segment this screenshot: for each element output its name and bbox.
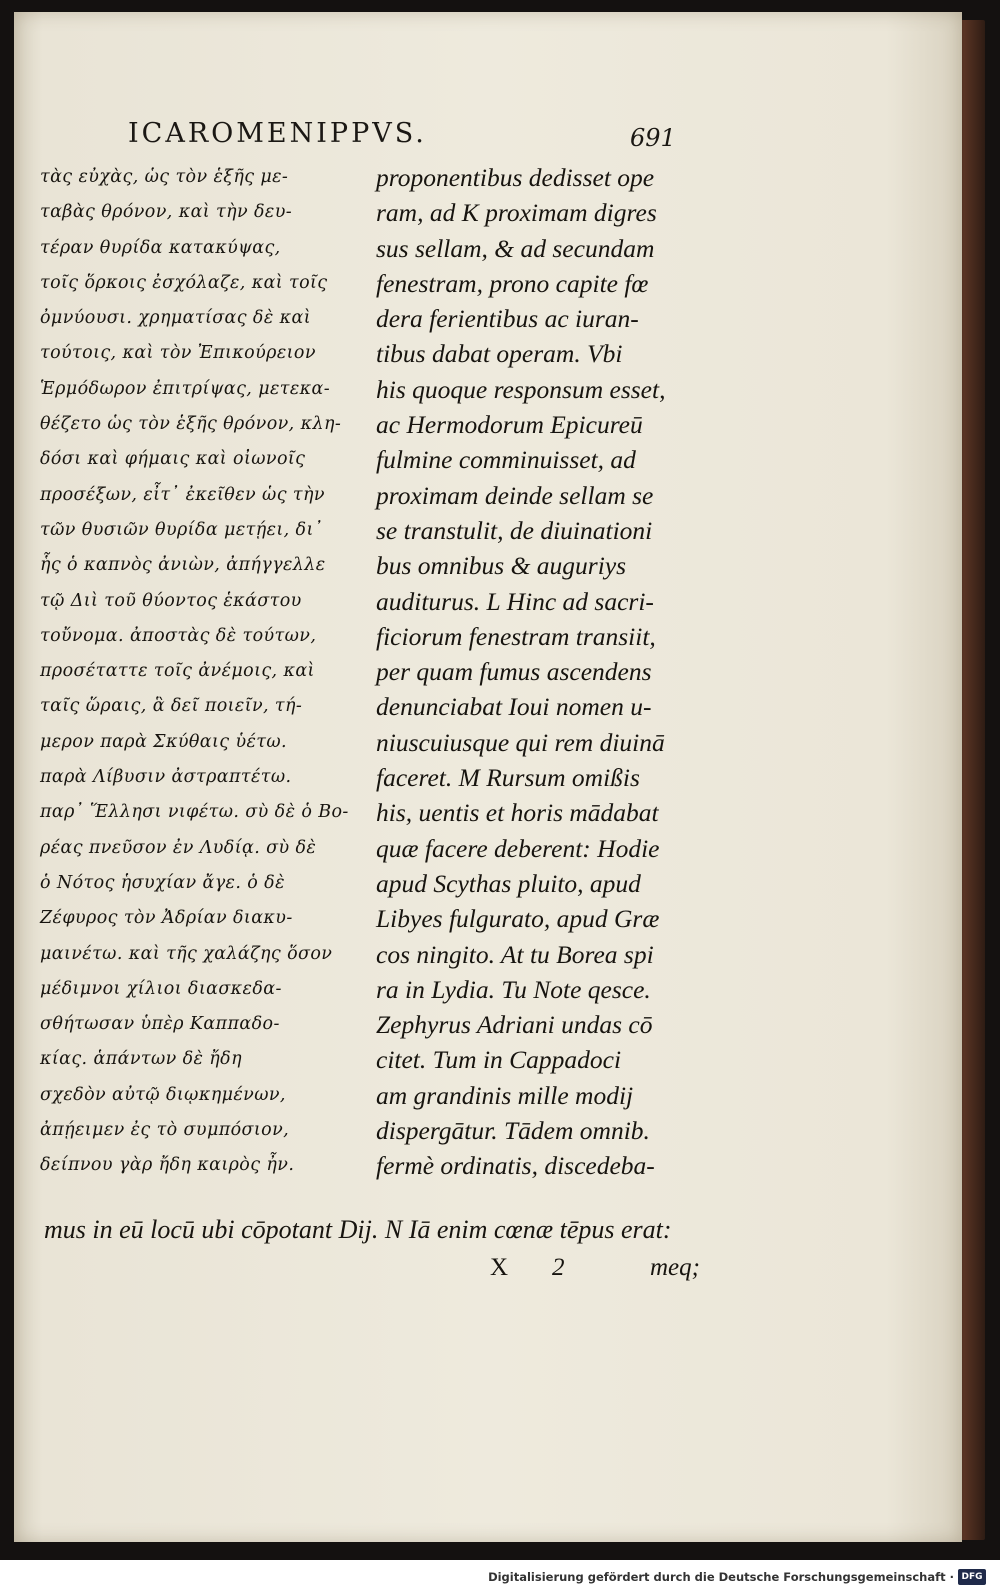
greek-text-line: μαινέτω. καὶ τῆς χαλάζης ὅσον [40, 943, 333, 964]
signature-line [490, 1250, 710, 1286]
latin-text-line: dispergātur. Tādem omnib. [376, 1116, 650, 1146]
page-number: 691 [630, 124, 676, 152]
greek-text-line: ταῖς ὥραις, ἃ δεῖ ποιεῖν, τή- [40, 696, 303, 717]
greek-text-line: μέδιμνοι χίλιοι διασκεδα- [40, 978, 282, 999]
greek-text-line: τούτοις, καὶ τὸν Ἐπικούρειον [40, 343, 316, 364]
greek-text-line: προσέταττε τοῖς ἀνέμοις, καὶ [40, 661, 315, 682]
latin-text-line: se transtulit, de diuinationi [376, 515, 653, 545]
greek-text-line: δείπνου γὰρ ἤδη καιρὸς ἦν. [40, 1155, 295, 1176]
running-head: ICAROMENIPPVS. [128, 118, 427, 149]
greek-text-column [40, 160, 360, 1184]
latin-text-line: ram, ad K proximam digres [376, 198, 657, 228]
latin-text-line: his quoque responsum esset, [376, 374, 666, 404]
latin-text-line: auditurus. L Hinc ad sacri- [376, 586, 654, 616]
latin-text-line: Libyes fulgurato, apud Græ [376, 904, 660, 934]
latin-text-line: niuscuiusque qui rem diuinā [376, 727, 665, 757]
latin-text-line: ra in Lydia. Tu Note qesce. [376, 974, 651, 1004]
signature-number: 2 [552, 1254, 565, 1281]
latin-text-line: sus sellam, & ad secundam [376, 233, 655, 263]
latin-text-line: his, uentis et horis mādabat [376, 798, 659, 828]
greek-text-line: σθήτωσαν ὑπὲρ Καππαδο- [40, 1014, 280, 1035]
greek-text-line: ἧς ὁ καπνὸς ἀνιὼν, ἀπήγγελλε [40, 555, 326, 576]
greek-text-line: ταβὰς θρόνον, καὶ τὴν δευ- [40, 202, 293, 223]
latin-text-line: ac Hermodorum Epicureū [376, 410, 643, 440]
greek-text-line: τὰς εὐχὰς, ὡς τὸν ἑξῆς με- [40, 167, 289, 187]
greek-text-line: ἀπῄειμεν ἐς τὸ συμπόσιον, [40, 1120, 290, 1141]
greek-text-line: τοῖς ὅρκοις ἐσχόλαζε, καὶ τοῖς [40, 272, 328, 293]
greek-text-line: ὀμνύουσι. χρηματίσας δὲ καὶ [40, 308, 311, 329]
greek-text-line: δόσι καὶ φήμαις καὶ οἰωνοῖς [40, 449, 306, 470]
latin-text-line: fermè ordinatis, discedeba- [376, 1151, 655, 1181]
greek-text-line: Ἑρμόδωρον ἐπιτρίψας, μετεκα- [40, 378, 331, 399]
greek-text-line: μερον παρὰ Σκύθαις ὑέτω. [40, 731, 287, 752]
greek-text-line: τῷ Διὶ τοῦ θύοντος ἑκάστου [40, 590, 302, 611]
greek-text-line: παρὰ Λίβυσιν ἀστραπτέτω. [40, 767, 292, 788]
funding-credit: Digitalisierung gefördert durch die Deutsche Forschungsgemeinschaft · [488, 1570, 954, 1584]
latin-text-line: per quam fumus ascendens [376, 657, 652, 687]
greek-text-line: παρ᾽ Ἕλλησι νιφέτω. σὺ δὲ ὁ Βο- [40, 802, 349, 823]
latin-text-line: cos ningito. At tu Borea spi [376, 939, 654, 969]
greek-text-line: θέζετο ὡς τὸν ἑξῆς θρόνον, κλη- [40, 414, 342, 435]
latin-text-line: fenestram, prono capite fœ [376, 268, 649, 298]
full-width-closing-line: mus in eū locū ubi cōpotant Dij. N Iā enim cœnæ tēpus erat: [44, 1215, 672, 1244]
latin-text-line: apud Scythas pluito, apud [376, 868, 641, 898]
latin-text-line: tibus dabat operam. Vbi [376, 339, 623, 369]
greek-text-line: τέραν θυρίδα κατακύψας, [40, 237, 281, 258]
greek-text-line: σχεδὸν αὐτῷ διῳκημένων, [40, 1084, 286, 1105]
greek-text-line: ρέας πνεῦσον ἐν Λυδίᾳ. σὺ δὲ [40, 837, 317, 858]
latin-text-line: quæ facere deberent: Hodie [376, 833, 660, 863]
latin-text-line: proximam deinde sellam se [376, 480, 654, 510]
signature-mark: X [490, 1254, 509, 1281]
latin-text-line: citet. Tum in Cappadoci [376, 1045, 622, 1075]
greek-text-line: τῶν θυσιῶν θυρίδα μετῄει, δι᾽ [40, 519, 323, 540]
dfg-logo: DFG [958, 1569, 986, 1585]
greek-text-line: τοὔνομα. ἀποστὰς δὲ τούτων, [40, 625, 317, 646]
latin-text-line: dera ferientibus ac iuran- [376, 304, 639, 334]
latin-text-column [376, 160, 706, 1184]
latin-text-line: denunciabat Ioui nomen u- [376, 692, 652, 722]
latin-text-line: ficiorum fenestram transiit, [376, 621, 656, 651]
latin-text-line: am grandinis mille modij [376, 1080, 634, 1110]
greek-text-line: κίας. ἁπάντων δὲ ἤδη [40, 1049, 243, 1070]
latin-text-line: fulmine comminuisset, ad [376, 445, 636, 475]
greek-text-line: προσέξων, εἶτ᾽ ἐκεῖθεν ὡς τὴν [40, 484, 325, 505]
latin-text-line: bus omnibus & auguriys [376, 551, 627, 581]
latin-text-line: Zephyrus Adriani undas cō [376, 1010, 653, 1040]
greek-text-line: ὁ Νότος ἡσυχίαν ἄγε. ὁ δὲ [40, 872, 285, 893]
greek-text-line: Ζέφυρος τὸν Ἀδρίαν διακυ- [40, 908, 293, 929]
latin-text-line: faceret. M Rursum omißis [376, 763, 640, 793]
latin-text-line: proponentibus dedisset ope [376, 163, 655, 192]
catchword: meq; [650, 1254, 700, 1281]
